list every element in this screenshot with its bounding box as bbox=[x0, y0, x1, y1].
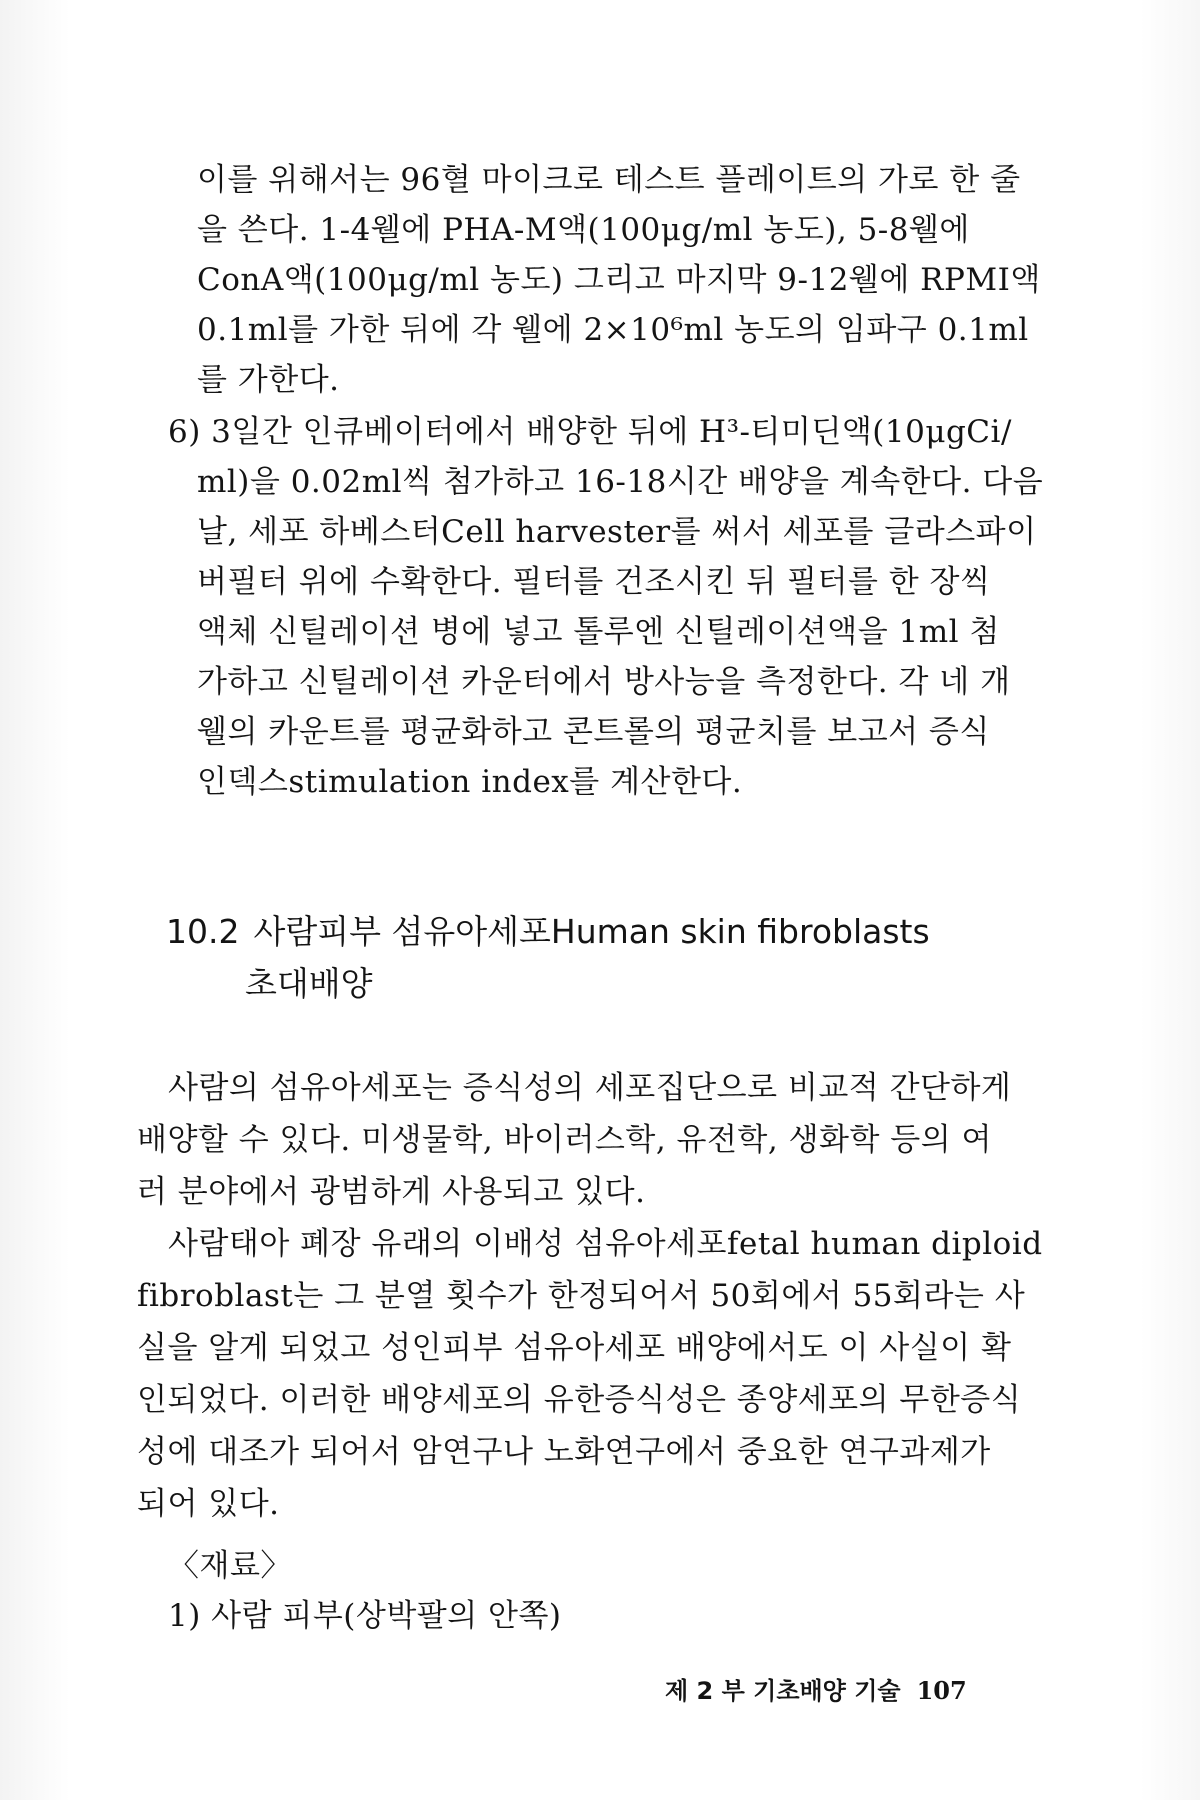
para1-line-3: 러 분야에서 광범하게 사용되고 있다. bbox=[137, 1174, 646, 1210]
step6-line-2: ml)을 0.02ml씩 첨가하고 16-18시간 배양을 계속한다. 다음 bbox=[197, 464, 1044, 500]
footer-part-title: 제 2 부 기초배양 기술 bbox=[665, 1677, 901, 1705]
step5-line-4: 0.1ml를 가한 뒤에 각 웰에 2×10⁶ml 농도의 임파구 0.1ml bbox=[197, 312, 1029, 348]
step6-line-6: 가하고 신틸레이션 카운터에서 방사능을 측정한다. 각 네 개 bbox=[197, 664, 1011, 700]
section-heading-line-2: 초대배양 bbox=[245, 964, 373, 1003]
step6-line-5: 액체 신틸레이션 병에 넣고 톨루엔 신틸레이션액을 1ml 첨 bbox=[197, 614, 1000, 650]
section-title: 사람피부 섬유아세포Human skin fibroblasts bbox=[253, 912, 930, 951]
section-heading bbox=[166, 910, 930, 954]
para2-line-3: 실을 알게 되었고 성인피부 섬유아세포 배양에서도 이 사실이 확 bbox=[137, 1330, 1012, 1366]
step6-line-4: 버필터 위에 수확한다. 필터를 건조시킨 뒤 필터를 한 장씩 bbox=[197, 564, 991, 600]
materials-label: 〈재료〉 bbox=[168, 1548, 292, 1584]
para2-line-5: 성에 대조가 되어서 암연구나 노화연구에서 중요한 연구과제가 bbox=[137, 1434, 991, 1470]
step6-line-1: 6) 3일간 인큐베이터에서 배양한 뒤에 H³-티미딘액(10μgCi/ bbox=[168, 414, 1012, 450]
materials-item-1: 1) 사람 피부(상박팔의 안쪽) bbox=[168, 1598, 562, 1634]
step5-line-5: 를 가한다. bbox=[197, 362, 340, 398]
para1-line-2: 배양할 수 있다. 미생물학, 바이러스학, 유전학, 생화학 등의 여 bbox=[137, 1122, 992, 1158]
para2-line-1: 사람태아 폐장 유래의 이배성 섬유아세포fetal human diploid bbox=[168, 1226, 1043, 1262]
page-number: 107 bbox=[916, 1676, 967, 1705]
para2-line-4: 인되었다. 이러한 배양세포의 유한증식성은 종양세포의 무한증식 bbox=[137, 1382, 1022, 1418]
section-number: 10.2 bbox=[166, 912, 240, 951]
step5-line-1: 이를 위해서는 96혈 마이크로 테스트 플레이트의 가로 한 줄 bbox=[197, 162, 1021, 198]
step6-line-7: 웰의 카운트를 평균화하고 콘트롤의 평균치를 보고서 증식 bbox=[197, 714, 990, 750]
running-footer bbox=[665, 1676, 967, 1706]
step6-line-3: 날, 세포 하베스터Cell harvester를 써서 세포를 글라스파이 bbox=[197, 514, 1037, 550]
step6-line-8: 인덱스stimulation index를 계산한다. bbox=[197, 764, 743, 800]
para2-line-6: 되어 있다. bbox=[137, 1486, 280, 1522]
para2-line-2: fibroblast는 그 분열 횟수가 한정되어서 50회에서 55회라는 사 bbox=[137, 1278, 1026, 1314]
step5-line-2: 을 쓴다. 1-4웰에 PHA-M액(100μg/ml 농도), 5-8웰에 bbox=[197, 212, 970, 248]
step5-line-3: ConA액(100μg/ml 농도) 그리고 마지막 9-12웰에 RPMI액 bbox=[197, 262, 1041, 298]
para1-line-1: 사람의 섬유아세포는 증식성의 세포집단으로 비교적 간단하게 bbox=[168, 1070, 1012, 1106]
